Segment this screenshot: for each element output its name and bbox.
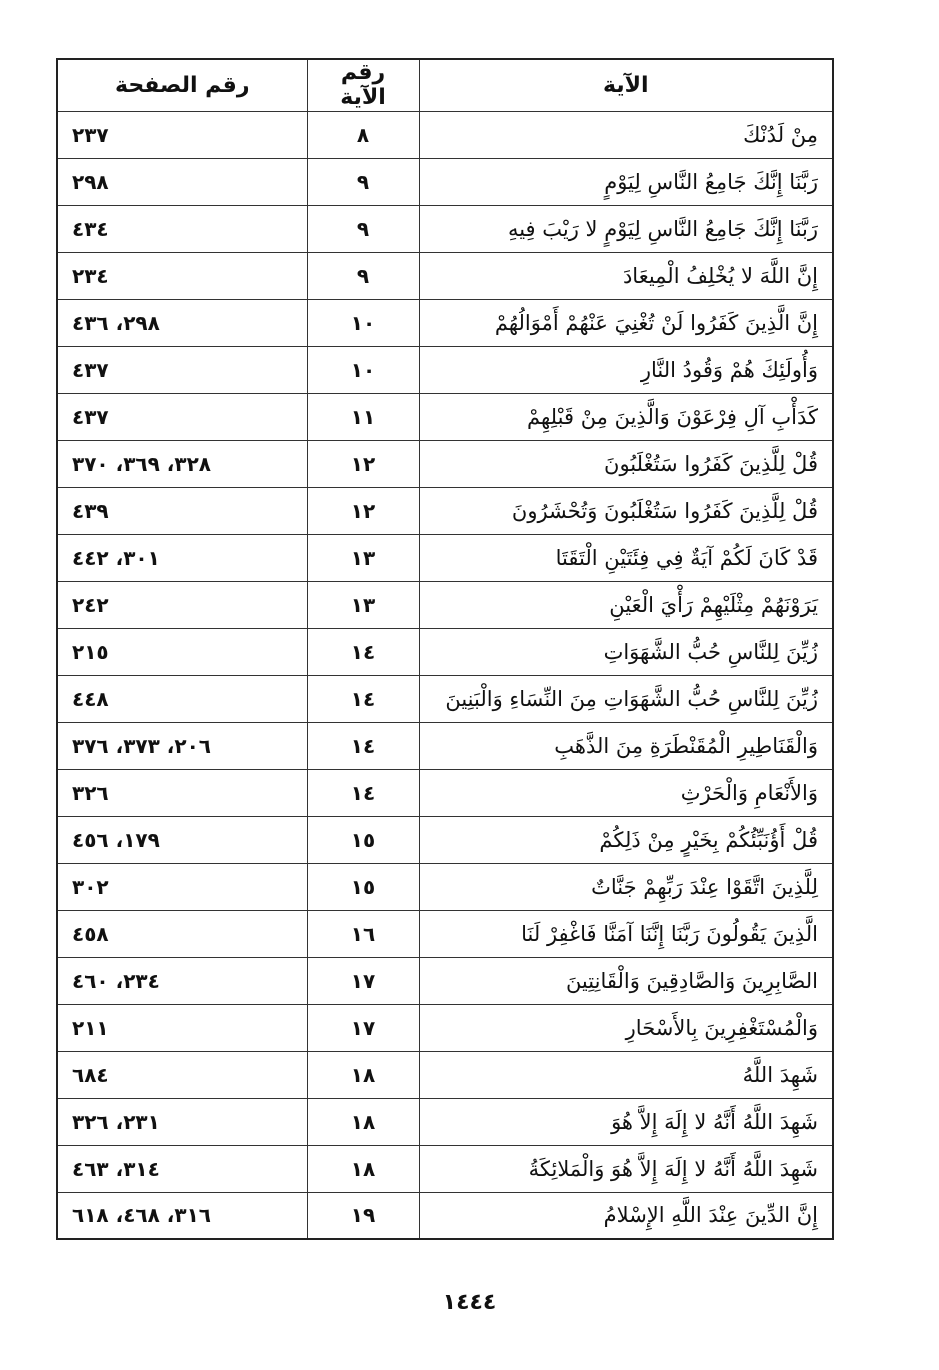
verse-number-cell: ١٤ <box>307 675 419 722</box>
page-numbers-cell: ٢٣١، ٣٢٦ <box>57 1098 307 1145</box>
table-row <box>57 111 833 158</box>
page-numbers-cell: ٤٣٧ <box>57 346 307 393</box>
verse-number-cell: ٨ <box>307 111 419 158</box>
table-row <box>57 487 833 534</box>
table-row <box>57 534 833 581</box>
page-numbers-cell: ٣٢٦ <box>57 769 307 816</box>
verse-cell: قُلْ لِلَّذِينَ كَفَرُوا سَتُغْلَبُونَ <box>419 440 833 487</box>
table-row <box>57 1051 833 1098</box>
verse-number-cell: ١٢ <box>307 440 419 487</box>
verse-cell: قَدْ كَانَ لَكُمْ آيَةٌ فِي فِئَتَيْنِ الْتَقَتَا <box>419 534 833 581</box>
verse-number-cell: ١٥ <box>307 816 419 863</box>
table-row <box>57 393 833 440</box>
table-row <box>57 1145 833 1192</box>
page-numbers-cell: ٢١٥ <box>57 628 307 675</box>
verse-number-cell: ١٤ <box>307 628 419 675</box>
verse-cell: شَهِدَ اللَّهُ أَنَّهُ لا إِلَهَ إِلاَّ هُوَ <box>419 1098 833 1145</box>
table-row <box>57 299 833 346</box>
table-row <box>57 628 833 675</box>
verse-cell: الصَّابِرِينَ وَالصَّادِقِينَ وَالْقَانِتِينَ <box>419 957 833 1004</box>
page-numbers-cell: ٤٣٧ <box>57 393 307 440</box>
page-numbers-cell: ٣١٤، ٤٦٣ <box>57 1145 307 1192</box>
verse-number-cell: ١٣ <box>307 534 419 581</box>
verse-number-cell: ٩ <box>307 205 419 252</box>
verse-cell: وَالأَنْعَامِ وَالْحَرْثِ <box>419 769 833 816</box>
page-numbers-cell: ٢٠٦، ٣٧٣، ٣٧٦ <box>57 722 307 769</box>
verse-number-cell: ١٧ <box>307 1004 419 1051</box>
verse-cell: وَالْمُسْتَغْفِرِينَ بِالأَسْحَارِ <box>419 1004 833 1051</box>
table-row <box>57 158 833 205</box>
verse-cell: قُلْ أَؤُنَبِّئُكُمْ بِخَيْرٍ مِنْ ذَلِكُمْ <box>419 816 833 863</box>
table-row <box>57 957 833 1004</box>
table-row <box>57 863 833 910</box>
verse-cell: زُيِّنَ لِلنَّاسِ حُبُّ الشَّهَوَاتِ مِنَ النِّسَاءِ وَالْبَنِينَ <box>419 675 833 722</box>
verse-cell: شَهِدَ اللَّهُ <box>419 1051 833 1098</box>
verse-number-cell: ١٧ <box>307 957 419 1004</box>
table-row <box>57 1098 833 1145</box>
header-verse-number: رقم الآية <box>307 59 419 111</box>
verse-number-cell: ١٥ <box>307 863 419 910</box>
verse-cell: وَالْقَنَاطِيرِ الْمُقَنْطَرَةِ مِنَ الذَّهَبِ <box>419 722 833 769</box>
table-row <box>57 581 833 628</box>
page-numbers-cell: ٤٣٩ <box>57 487 307 534</box>
verse-cell: إِنَّ الَّذِينَ كَفَرُوا لَنْ تُغْنِيَ عَنْهُمْ أَمْوَالُهُمْ <box>419 299 833 346</box>
verse-number-cell: ١٠ <box>307 346 419 393</box>
verse-number-cell: ١٨ <box>307 1051 419 1098</box>
page-numbers-cell: ٢٤٢ <box>57 581 307 628</box>
verse-cell: مِنْ لَدُنْكَ <box>419 111 833 158</box>
page-numbers-cell: ٢٣٤، ٤٦٠ <box>57 957 307 1004</box>
verse-cell: إِنَّ اللَّهَ لا يُخْلِفُ الْمِيعَادَ <box>419 252 833 299</box>
table-row <box>57 205 833 252</box>
table-row <box>57 440 833 487</box>
verse-cell: قُلْ لِلَّذِينَ كَفَرُوا سَتُغْلَبُونَ وَتُحْشَرُونَ <box>419 487 833 534</box>
table-row <box>57 816 833 863</box>
page-numbers-cell: ٦٨٤ <box>57 1051 307 1098</box>
verse-cell: رَبَّنَا إِنَّكَ جَامِعُ النَّاسِ لِيَوْمٍ لا رَيْبَ فِيهِ <box>419 205 833 252</box>
table-row <box>57 722 833 769</box>
verse-cell: وَأُولَئِكَ هُمْ وَقُودُ النَّارِ <box>419 346 833 393</box>
verse-number-cell: ١٤ <box>307 722 419 769</box>
verse-number-cell: ١٠ <box>307 299 419 346</box>
page-numbers-cell: ٢١١ <box>57 1004 307 1051</box>
table-header-row <box>57 59 833 111</box>
page-numbers-cell: ٢٣٤ <box>57 252 307 299</box>
table-row <box>57 346 833 393</box>
verse-index-table <box>56 58 834 1240</box>
table-body <box>57 111 833 1239</box>
verse-number-cell: ٩ <box>307 252 419 299</box>
page-numbers-cell: ١٧٩، ٤٥٦ <box>57 816 307 863</box>
table-row <box>57 1004 833 1051</box>
page-numbers-cell: ٣٠٢ <box>57 863 307 910</box>
page-numbers-cell: ٤٥٨ <box>57 910 307 957</box>
verse-number-cell: ١٢ <box>307 487 419 534</box>
page-numbers-cell: ٢٩٨ <box>57 158 307 205</box>
verse-cell: رَبَّنَا إِنَّكَ جَامِعُ النَّاسِ لِيَوْمٍ <box>419 158 833 205</box>
verse-number-cell: ١٨ <box>307 1098 419 1145</box>
table-row <box>57 252 833 299</box>
verse-cell: الَّذِينَ يَقُولُونَ رَبَّنَا إِنَّنَا آمَنَّا فَاغْفِرْ لَنَا <box>419 910 833 957</box>
verse-cell: يَرَوْنَهُمْ مِثْلَيْهِمْ رَأْيَ الْعَيْنِ <box>419 581 833 628</box>
page-numbers-cell: ٤٤٨ <box>57 675 307 722</box>
table-row <box>57 910 833 957</box>
page-numbers-cell: ٤٣٤ <box>57 205 307 252</box>
verse-cell: لِلَّذِينَ اتَّقَوْا عِنْدَ رَبِّهِمْ جَنَّاتٌ <box>419 863 833 910</box>
verse-number-cell: ١٩ <box>307 1192 419 1239</box>
verse-number-cell: ٩ <box>307 158 419 205</box>
table-row <box>57 675 833 722</box>
verse-cell: إِنَّ الدِّينَ عِنْدَ اللَّهِ الإِسْلامُ <box>419 1192 833 1239</box>
table-row <box>57 769 833 816</box>
page-numbers-cell: ٣٢٨، ٣٦٩، ٣٧٠ <box>57 440 307 487</box>
header-page-number: رقم الصفحة <box>57 59 307 111</box>
verse-number-cell: ١٨ <box>307 1145 419 1192</box>
verse-number-cell: ١٦ <box>307 910 419 957</box>
page-number: ١٤٤٤ <box>442 1290 497 1315</box>
table-row <box>57 1192 833 1239</box>
verse-number-cell: ١٤ <box>307 769 419 816</box>
verse-cell: زُيِّنَ لِلنَّاسِ حُبُّ الشَّهَوَاتِ <box>419 628 833 675</box>
header-verse: الآية <box>419 59 833 111</box>
verse-cell: شَهِدَ اللَّهُ أَنَّهُ لا إِلَهَ إِلاَّ هُوَ وَالْمَلائِكَةُ <box>419 1145 833 1192</box>
verse-cell: كَدَأْبِ آلِ فِرْعَوْنَ وَالَّذِينَ مِنْ قَبْلِهِمْ <box>419 393 833 440</box>
verse-number-cell: ١٣ <box>307 581 419 628</box>
page-numbers-cell: ٢٩٨، ٤٣٦ <box>57 299 307 346</box>
page-numbers-cell: ٣٠١، ٤٤٢ <box>57 534 307 581</box>
verse-number-cell: ١١ <box>307 393 419 440</box>
page-numbers-cell: ٢٣٧ <box>57 111 307 158</box>
page-numbers-cell: ٣١٦، ٤٦٨، ٦١٨ <box>57 1192 307 1239</box>
